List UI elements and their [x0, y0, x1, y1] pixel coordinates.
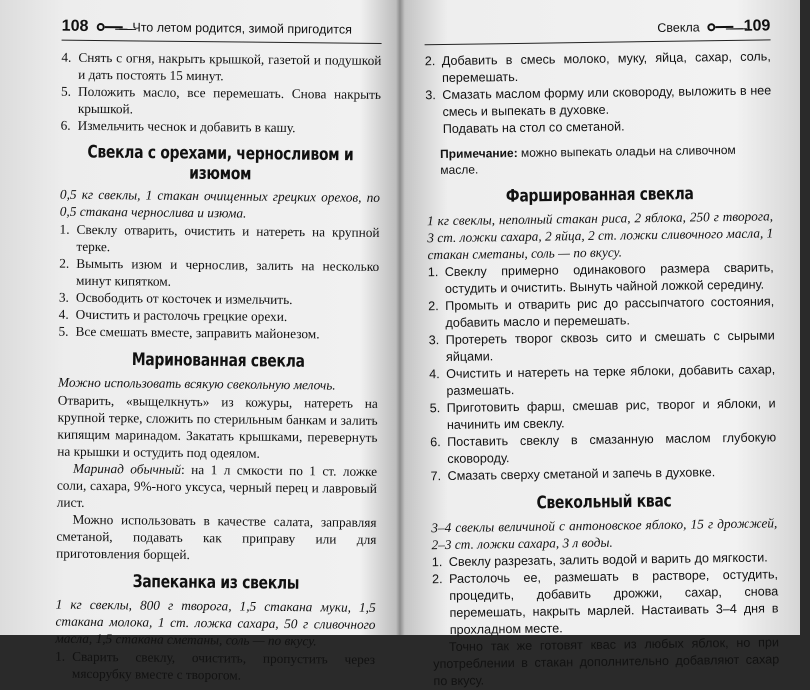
list-item: 4. Очистить и растолочь грецкие орехи. — [58, 306, 288, 325]
recipe-steps — [55, 648, 375, 685]
note-label: Примечание: — [440, 145, 518, 162]
list-item: 3. Протереть творог сквозь сито и смешать с сырыми яйцами. — [428, 328, 775, 364]
list-item: 3. Освободить от косточек и измельчить. — [58, 289, 293, 308]
recipe-steps — [432, 549, 779, 639]
recipe-title: Свекла с орехами, черносливом и изюмом — [87, 141, 354, 184]
recipe-paragraph: Отварить, «выщелкнуть» из кожуры, натереть на крупной терке, сложить по стерильным банкам и залить кипящим маринадом. Закатать крышками, перевернуть на крышки и остудить под одеялом. — [57, 392, 378, 461]
ingredients: 1 кг свеклы, неполный стакан риса, 2 яблока, 250 г творога, 3 ст. ложки сахара, 2 яйца, 2 ст. ложки сливочного масла, 1 стакан сметаны, соль — по вкусу. — [426, 208, 774, 263]
list-item: 4. Очистить и натереть на терке яблоки, добавить сахар, размешать. — [429, 362, 776, 398]
recipe-title: Маринованная свекла — [131, 349, 305, 372]
list-item: 6. Измельчить чеснок и добавить в кашу. — [60, 117, 296, 136]
list-item: 2. Добавить в смесь молоко, муку, яйца, сахар, соль, перемешать. — [424, 49, 771, 86]
list-item: 3. Смазать маслом форму или сковороду, выложить в нее смесь и выпекать в духовке. — [425, 83, 772, 120]
running-title-right: Свекла — [657, 20, 700, 35]
right-running-head — [424, 16, 770, 45]
continued-steps-right — [425, 48, 772, 121]
left-page — [0, 0, 400, 683]
list-item: 2. Растолочь ее, размешать в растворе, остудить, процедить, добавить дрожжи, сахар, снова перемешать, накрыть марлей. Настаивать 3–4 дня в прохладном месте. — [431, 567, 779, 637]
list-item: 5. Приготовить фарш, смешав рис, творог и яблоки, и начинить им свеклу. — [429, 396, 776, 432]
note — [440, 141, 772, 178]
list-item: 6. Поставить свеклу в смазанную маслом глубокую сковороду. — [430, 430, 777, 466]
list-item: 5. Положить масло, все перемешать. Снова накрыть крышкой. — [60, 83, 382, 117]
key-icon — [96, 22, 124, 32]
list-item: 1. Сварить свеклу, очистить, пропустить через мясорубку вместе с творогом. — [55, 648, 376, 683]
right-page — [410, 0, 809, 689]
recipe-closing: Точно так же готовят квас из любых яблок, но при употреблении в стакан дополнительно добавляют сахар по вкусу. — [433, 635, 780, 689]
ingredients: 0,5 кг свеклы, 1 стакан очищенных грецких орехов, по 0,5 стакана чернослива и изюма. — [59, 186, 381, 221]
page-number-left: 108 — [61, 17, 89, 35]
recipe-title: Фаршированная свекла — [505, 183, 694, 207]
recipe-title: Запеканка из свеклы — [132, 571, 300, 594]
list-item: 2. Промыть и отварить рис до рассыпчатого состояния, добавить масло и перемешать. — [428, 294, 775, 330]
marinade-label: Маринад обычный — [73, 460, 182, 477]
key-icon — [708, 22, 736, 32]
running-title-left: Что летом родится, зимой пригодится — [132, 20, 352, 37]
list-item: 1. Свеклу разрезать, залить водой и варить до мягкости. — [431, 550, 768, 570]
note-text: можно выпекать оладьи на сливочном масле. — [440, 142, 736, 178]
list-item: 2. Вымыть изюм и чернослив, залить на несколько минут кипятком. — [59, 255, 380, 289]
marinade-paragraph — [57, 460, 378, 514]
ingredients: 3–4 свеклы величиной с антоновское яблоко, 15 г дрожжей, 2–3 ст. ложки сахара, 3 л воды. — [431, 515, 778, 553]
list-item: 4. Снять с огня, накрыть крышкой, газетой и подушкой и дать постоять 15 минут. — [61, 49, 382, 84]
list-item: 1. Свеклу отварить, очистить и натереть на крупной терке. — [59, 221, 380, 255]
recipe-intro: Можно использовать всякую свекольную мелочь. — [57, 374, 336, 393]
continued-steps-left — [61, 49, 382, 137]
list-item: 1. Свеклу примерно одинакового размера сварить, остудить и очистить. Вынуть чайной ложкой середину. — [427, 260, 774, 296]
recipe-title: Свекольный квас — [536, 490, 672, 513]
left-running-head — [62, 17, 382, 44]
recipe-steps — [428, 259, 777, 485]
list-item: 7. Смазать сверху сметаной и запечь в духовке. — [430, 465, 716, 484]
serve-note: Подавать на стол со сметаной. — [442, 119, 625, 136]
ingredients: 1 кг свеклы, 800 г творога, 1,5 стакана муки, 1,5 стакана молока, 1 ст. ложка сахара, 50 г сливочного масла, 1,5 стакана сметаны, соль — по вкусу. — [55, 596, 376, 649]
list-item: 5. Все смешать вместе, заправить майонезом. — [58, 323, 320, 342]
recipe-paragraph: Можно использовать в качестве салата, заправляя сметаной, подавать как приправу или для приготовления борщей. — [56, 511, 377, 563]
marinade-text: : на 1 л смкости по 1 ст. ложке соли, сахара, 9%-ного уксуса, черный перец и лавровый лист. — [56, 461, 378, 510]
page-number-right: 109 — [743, 17, 771, 35]
recipe-steps — [58, 221, 379, 343]
